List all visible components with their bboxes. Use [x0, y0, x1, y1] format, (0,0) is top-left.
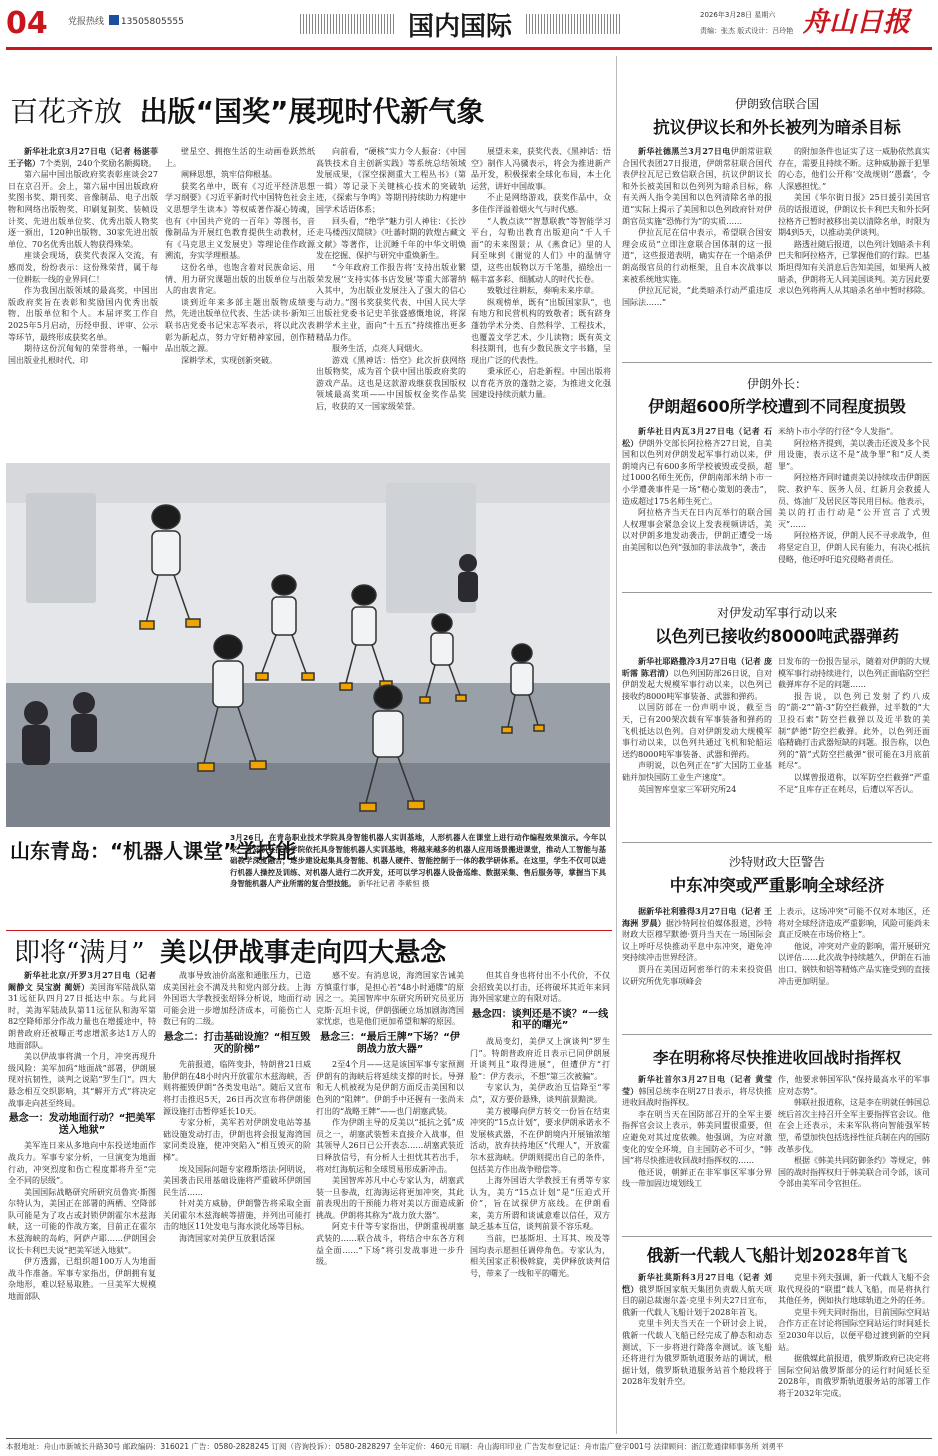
band-pattern-left — [300, 14, 394, 34]
side4-byline: 据新华社利雅得3月27日电（记者 王海洲 罗晨） — [622, 906, 772, 928]
war-s3-p0: 感不安。有消息说，海湾国家告诫美方慎重行事，是担心若“48小时通牒”的原因之一。美国智库中东研究所研究员亚历克斯·瓦坦卡说，伊朗强硬立场加剧海湾国家忧虑，也是他们更加希望和解的原因。 — [316, 971, 464, 1027]
war-s2-p3: 埃及国际问题专家穆斯塔法·阿明说，美国袭击民用基础设施将严重破坏伊朗国民生活…… — [163, 1164, 311, 1197]
award-byline: 新华社北京3月27日电（记者 杨湛菲 王子铭） — [8, 146, 158, 168]
war-s4-p4: 上海外国语大学教授王有勇等专家认为，美方“15点计划”是“压迫式开价”，旨在试探伊方底线。在伊朗看来，美方所谓和谈诚意难以信任，双方缺乏基本互信，谈判前景不容乐观。 — [470, 1176, 610, 1232]
side3-p3: 英国智库皇家三军研究所24 — [638, 784, 737, 794]
war-intro-0: 美国海军陆战队第31远征队四月27日抵达中东。与此同时，美海军陆战队第11远征队和海军第82空降师部分作战力量也在增援途中，特朗普政府还被曝正考虑增派多达1万人的地面部队。 — [8, 982, 156, 1050]
award-col-4 — [471, 146, 611, 446]
editor-credit: 责编：张杰 版式设计：吕玲艳 — [700, 27, 794, 35]
band-pattern-right — [526, 14, 620, 34]
war-s2-p4: 针对美方威胁，伊朗警告将采取全面关闭霍尔木兹海峡等措施，并列出可能打击的地区11处发电与海水淡化场等目标。 — [163, 1199, 311, 1232]
side6-byline: 新华社莫斯科3月27日电（记者 刘恺） — [622, 1272, 772, 1294]
war-title — [14, 932, 446, 969]
side4-p3: 他说，冲突对产业的影响，需开展研究以评估……此次战争持续越久，伊朗在石油出口、钢铁和铝等精炼产品实施受到的直接冲击更加明显。 — [778, 941, 930, 986]
side-rule-4 — [622, 1034, 932, 1035]
war-s3-title: 悬念三：“最后王牌”下场？“伊朗战力放大器” — [320, 1031, 460, 1055]
war-s2-p0: 战事导致油价高涨和通胀压力，已造成美国社会不满及共和党内部分歧。上海外国语大学教授张绍铎分析说，地面行动可能会进一步增加经济成本，可能伤亡人数已有的二级。 — [163, 971, 311, 1027]
side1-p0: 伊朗常驻联合国代表团27日报道，伊朗常驻联合国代表伊拉瓦尼已致信联合国，抗议伊朗议长和外长被美国和以色列列为暗杀目标，称有关两人指令美国和以色列清除名单的报道“实际上揭示了美国和以色列政府针对伊朗官员实施“恐怖行为”的实质…… — [622, 147, 772, 226]
award-p15: 游戏《黑神话：悟空》此次折获网络出版物奖，成为首个获中国出版政府奖的游戏产品。这也是这款游戏继获我国版权领域最高奖项——中国版权金奖作品奖后，收获的又一国家级荣誉。 — [316, 355, 466, 412]
award-col-3 — [316, 146, 466, 446]
war-s1-title: 悬念一：发动地面行动？“把美军送入地狱” — [8, 1113, 156, 1136]
masthead-rule — [6, 47, 932, 50]
footer-rule — [6, 1438, 932, 1439]
side-rule-3 — [622, 842, 932, 843]
side3-headline: 以色列已接收约8000吨武器弹药 — [655, 627, 899, 646]
award-p12: 回头看，“绝学”魅力引人神往：《长沙走马楼西汉简牍》《吐蕃时期的敦煌古藏文文献》等著作，让沉睡千年的中华文明焕发在挖掘、保护与研究中重焕新生。 — [316, 216, 466, 261]
award-p13: “今年政府工作报告将‘支持出版业繁荣发展’‘支持实体书店发展’等重大部署纳入其中，为出版业发展注入了强大的信心与动力。”图书奖获奖代表、中国人民大学出版社党委书记史羊张盛感慨地说，将深耕学术主业，面向“十五五”持续推出更多精品力作。 — [316, 262, 466, 342]
award-p16: 展望未来，获奖代表、《黑神话：悟空》制作人冯骥表示，将会为推进新产品开发，积极探索全球化布局，本土化运营，讲好中国故事。 — [471, 147, 611, 191]
side5-p0: 韩国总统李在明27日表示，将尽快推进收回战时指挥权。 — [622, 1086, 772, 1108]
award-title-kicker: 百花齐放 — [10, 95, 123, 128]
side2-col-1 — [622, 426, 772, 586]
side3-p5: 报告说，以色列已发射了约八成的“箭-2”“箭-3”防空拦截弹，过半数的“大卫投石索”防空拦截弹以及近半数的美制“萨德”防空拦截弹。此外，以色列还面临精确打击武器短缺的问题。报告称，以色列的“箭”式防空拦截弹“很可能在3月底前耗尽”。 — [778, 691, 930, 771]
side3-p6: 以媒曾报道称，以军防空拦截弹“严重不足”且库存正在耗尽，后遭以军否认。 — [778, 772, 930, 794]
war-s2-title: 悬念二：打击基础设施？“相互毁灭的阶梯” — [163, 1031, 311, 1055]
side2-col-2 — [778, 426, 930, 586]
side2-kicker: 伊朗外长： — [746, 377, 807, 391]
side1-p2: 伊拉瓦尼说，“此类暗杀行动严重违反国际法……” — [622, 286, 772, 307]
side3-col-1 — [622, 656, 772, 836]
award-p14: 服务生活，点亮人间烟火。 — [332, 344, 428, 354]
award-col-1 — [8, 146, 158, 446]
side4-headline: 中东冲突或严重影响全球经济 — [669, 876, 885, 895]
side1-col-2 — [778, 146, 930, 356]
war-s4-p3: 美方被曝向伊方转交一份旨在结束冲突的“15点计划”，要求伊朗承诺永不发展核武器，不在伊朗境内开展铀浓缩活动，放弃扶持地区“代理人”，开放霍尔木兹海峡。伊朗则提出自己的条件，包括美方作出战争赔偿等。 — [470, 1106, 610, 1174]
side4-col-2 — [778, 906, 930, 1030]
side6-p1: 克里卡列夫当天在一个研讨会上说，俄新一代载人飞船已经完成了静态和动态测试，下一步将进行降落伞测试。该飞船还将进行为俄罗斯轨道服务站的调试，根据计划，俄罗斯轨道服务站首个舱段将于2028年发射升空。 — [622, 1319, 772, 1387]
side5-p4: 韩联社报道称，这是李在明就任韩国总统后首次主持召开全军主要指挥官会议。他在会上还表示，未来军队将向智能强军转型，希望加快包括选择性征兵制在内的国防改革步伐。 — [778, 1098, 930, 1154]
war-title-kicker: 即将“满月” — [14, 938, 145, 968]
side6-col-1 — [622, 1272, 772, 1434]
side5-p3: 作，他要求韩国军队“保持最高水平的军事应对态势”。 — [778, 1075, 930, 1096]
side-rule-5 — [622, 1236, 932, 1237]
side6-p3: 克里卡列夫同时指出，目前国际空间站合作方正在讨论将国际空间站运行时间延长至2030年以后，以便平稳过渡到新的空间站。 — [778, 1307, 930, 1352]
party-hotline — [68, 14, 184, 27]
side2-p1: 阿拉格齐当天在日内瓦举行的联合国人权理事会紧急会议上发表视频讲话，美以对伊朗多地发动袭击，伊朗正遭受一场由美国和以色列“强加的非法战争”，袭击 — [622, 508, 772, 552]
side6-p0: 俄罗斯国家航天集团负责载人航天项目的副总裁谢尔盖·克里卡列夫27日宣布，俄新一代载人飞船计划于2028年首飞。 — [622, 1284, 772, 1317]
war-s1-p2: 伊方透露，已组织超100万人为地面战斗作准备。军事专家指出，伊朗拥有复杂地形，难以轻易取胜。一旦美军大规模地面部队 — [8, 1257, 156, 1302]
side1-col-1 — [622, 146, 772, 356]
award-p18: “人教点读”“智慧联教”等智能学习平台，勾勒出教育出版迎向“千人千面”的未来图景；从《燕食记》里的人间至味到《谢觉的人们》中的温情守望，这些出版物以万千笔墨，描绘出一幅丰富多彩、细腻动人的时代长卷。 — [471, 216, 611, 284]
side6-col-2 — [778, 1272, 930, 1434]
war-intro-1: 美以伊战事将满一个月，冲突再现升级风险：美军加码“地面战”部署，伊朗展现对抗韧性，谈判之说陷“罗生门”。四大悬念相互交织影响，其“解开方式”将决定战事走向甚至终局。 — [8, 1052, 156, 1108]
photo-credit: 新华社记者 李紫恒 摄 — [358, 879, 430, 889]
section-title: 国内国际 — [407, 11, 512, 42]
award-p4: 期待这份沉甸甸的荣誉将单，一幅中国出版业扎根时代、印 — [8, 344, 158, 365]
side1-headline: 抗议伊议长和外长被列为暗杀目标 — [653, 118, 901, 137]
side4-col-1 — [622, 906, 772, 1030]
war-s2-p5: 海湾国家对美伊互放狠话深 — [179, 1234, 275, 1244]
side6-headline: 俄新一代载人飞船计划2028年首飞 — [646, 1246, 908, 1265]
award-p0: 7个类别，240个奖励名额揭晓。 — [40, 158, 157, 168]
award-p11: 向前看，“硬核”实力令人振奋：《中国高铁技术自主创新实践》等系统总结领域发展成果，《深空探测重大工程丛书》（第一辑）等记录下关键核心技术的突破轨迹，《探索与争鸣》等期刊持续助力构建中国学术话语体系； — [316, 147, 466, 214]
war-s4-p2: 专家认为，美伊政治互信降至“零点”，双方要价悬殊，谈判前景黯淡。 — [470, 1083, 610, 1104]
award-p7: 获奖名单中，既有《习近平经济思想学习纲要》《习近平新时代中国特色社会主义思想学生读本》等权威著作凝心铸魂，也有《中国共产党的一百年》等图书，音像制品为开展红色教育提供生动教材，还有《马克思主义发展史》等理论佳作政源溯流，夯实学理根基。 — [165, 181, 315, 261]
war-s1-p0: 美军连日来从多地向中东投送地面作战兵力。军事专家分析，一旦演变为地面行动，冲突烈度和伤亡程度都将升至“完全不同的层级”。 — [8, 1141, 156, 1186]
section-band — [300, 4, 620, 44]
side1-byline: 新华社德黑兰3月27日电 — [638, 146, 731, 156]
war-byline: 新华社北京/开罗3月27日电（记者 阚静文 吴宝澍 蔺妍） — [8, 970, 156, 992]
war-s3-p4: 阿克卡什等专家指出，伊朗重视胡塞武装的……联合战斗，将结合中东各方利益全面……“下场”将引发战事进一步升级。 — [316, 1222, 464, 1267]
hotline-number: 13505805555 — [120, 17, 184, 27]
page-number: 04 — [6, 6, 48, 41]
side2-byline: 新华社日内瓦3月27日电（记者 石松） — [622, 426, 772, 448]
award-title-main: 出版“国奖”展现时代新气象 — [139, 95, 485, 128]
side5-col-1 — [622, 1074, 772, 1232]
side5-p5: 根据《韩美共同防御条约》等规定，韩国的战时指挥权归于韩美联合司令部，该司令部由美军司令官担任。 — [778, 1156, 930, 1189]
award-p3: 作为我国出版领域的最高奖，中国出版政府奖旨在表彰和奖励国内优秀出版物、出版单位和个人。本届评奖工作自2025年5月启动，历经申报、评审、公示等环节，最终形成获奖名单。 — [8, 286, 158, 342]
side6-p4: 据俄媒此前报道，俄罗斯政府已决定将国际空间站俄罗斯部分的运行时间延长至2028年，而俄罗斯轨道服务站的部署工作将于2032年完成。 — [778, 1354, 930, 1398]
side3-p4: 日发布的一份报告显示，随着对伊朗的大规模军事行动持续进行，以色列正面临防空拦截弹库存不足的问题…… — [778, 657, 930, 690]
side3-p1: 以国防部在一份声明中说，截至当天，已有200架次载有军事装备和弹药的飞机抵达以色列。自对伊朗发动大规模军事行动以来，以色列共通过飞机和轮船运送约8000吨军事装备、武器和弹药。 — [622, 703, 772, 759]
award-p21: 秉承匠心，启赴新程。中国出版将以育花齐放的蓬勃之姿，为推进文化强国建设持续贡献力量。 — [471, 367, 611, 400]
war-s4-title: 悬念四：谈判还是不谈？“一线和平的曙光” — [471, 1008, 609, 1032]
award-p1: 第六届中国出版政府奖表彰座谈会27日在京召开。会上，第六届中国出版政府奖图书奖、期刊奖、音像制品、电子出版物和网络出版物奖、印刷复制奖、装帧设计奖、先进出版单位奖、优秀出版人物奖逐一颁出，120种出版物、30家先进出版单位、70名优秀出版人物获得殊荣。 — [8, 170, 158, 249]
war-s4-p0: 但其自身也将付出不小代价，不仅会招致美以打击，还将破坏其近年来同海外国家建立的有限对话。 — [470, 971, 610, 1004]
war-s3-p1: 2至4个月——这是该国军事专家预测伊朗有的海峡后将延续支撑的时长。导弹和无人机被视为是伊朗方面反击美国和以色列的“阻牌”。伊朗手中还握有一张尚未打出的“战略王牌”——也门胡塞武装。 — [316, 1060, 464, 1116]
side2-p4: 阿拉格齐同时谴责美以持续攻击伊朗医院、救护车、医务人员、红新月会救援人员、炼油厂及居民区等民用目标。他表示，美以的打击行动是“公开宣言了式毁灭”…… — [778, 473, 930, 529]
photo-bottom-rule — [6, 930, 612, 931]
side2-p5: 阿拉格齐说，伊朗人民不寻求战争，但将坚定自卫，伊朗人民有能力，有决心抵抗侵略，他还呼吁追究侵略者责任。 — [778, 531, 930, 564]
hotline-label: 党报热线 — [68, 17, 105, 27]
side1-p4: 美国《华尔街日报》25日援引美国官员的话报道说，伊朗议长卡利巴夫和外长阿拉格齐已暂时被移出美以清除名单，时限为期4到5天，以推动美伊谈判。 — [778, 193, 930, 238]
war-s4-p1: 战局变幻，美伊又上演谈判“罗生门”。特朗普政府近日表示已同伊朗展开谈判且“取得进展”，但遭伊方“打脸”：伊方表示，不想“第三次被骗”。 — [470, 1036, 610, 1081]
award-p5: 壁星空、拥抱生活的生动画卷跃然纸上。 — [165, 147, 315, 168]
side3-col-2 — [778, 656, 930, 836]
side-rule-2 — [622, 592, 932, 593]
award-p6: 阐释思想，筑牢信仰根基。 — [181, 170, 277, 180]
war-s1-p1: 美国国际战略研究所研究员鲁宾·斯图尔特认为，美国正在部署的两栖、空降部队可能是为了攻占或封锁伊朗霍尔木兹海峡，这一可能的作战方案，目前正在霍尔木兹海峡的岛屿，阿萨卢耶……伊朗国会议长卡利巴夫说“把美军送入地狱”。 — [8, 1187, 156, 1255]
award-p8: 这份名单，也饱含着对民族命运、用情、用力研究课题出版的出版单位与出版人的由衷肯定。 — [165, 262, 315, 296]
side2-p2: 米纳卜市小学的行径“令人发指”。 — [778, 427, 899, 436]
side4-p2: 上表示，这场冲突“可能不仅对本地区，还将对全球经济造成严重影响，风险可能尚未真正反映在市场价格上”。 — [778, 907, 930, 940]
side3-p2: 声明说，以色列正在“扩大国防工业基础并加快国防工业生产速度”。 — [622, 761, 772, 782]
side2-p0: 伊朗外交部长阿拉格齐27日说，自美国和以色列对伊朗发起军事行动以来，伊朗境内已有600多所学校被毁或受损，超过1000名师生死伤，伊朗南部米纳卜市一小学遭袭事件是一场“精心策划的袭击”，造成超过175名师生死亡。 — [622, 438, 772, 506]
side1-p1: 伊拉瓦尼在信中表示，希望联合国安理会成员“立即注意联合国体制的这一报道”，这些报道表明，确实存在一个暗杀伊朗高级官员的行动框架，且自本次战事以来被系统地实施。 — [622, 228, 772, 284]
side1-p5: 路透社随后报道，以色列计划暗杀卡利巴夫和阿拉格齐，已掌握他们的行踪。巴基斯坦得知有关消息后告知美国，如果两人被暗杀，伊朗将无人同美国谈判。美方因此要求以色列将两人从其暗杀名单中暂时移除。 — [778, 239, 930, 296]
side-rule-1 — [622, 362, 932, 363]
phone-icon — [109, 15, 119, 25]
war-col-4 — [470, 970, 610, 1434]
robot-classroom-photo — [6, 463, 610, 827]
side2-headline: 伊朗超600所学校遭到不同程度损毁 — [648, 397, 906, 416]
photo-caption-title: 山东青岛：“机器人课堂”学技能 — [10, 839, 297, 863]
side5-col-2 — [778, 1074, 930, 1232]
footer-info: 本报地址：舟山市新城长升路30号 邮政编码：316021 广告：0580-2828245 订阅（咨询投诉）：0580-2828297 全年定价：460元 印刷：舟山海印印业 广告发布登记证：舟市监广登字001号 法律顾问：浙江乾通律师事务所 刘勇平 — [6, 1442, 784, 1451]
side3-byline: 新华社耶路撒冷3月27日电（记者 庞昕霈 陈君清） — [622, 656, 772, 678]
issue-date: 2026年3月28日 星期六 — [700, 11, 776, 19]
side6-p2: 克里卡列夫强调，新一代载人飞船不会取代现役的“联盟”载人飞船，而是将执行其他任务，例如执行地球轨道之外的任务。 — [778, 1273, 930, 1306]
war-s2-p1: 先前报道，临阵变卦，特朗普21日威胁伊朗在48小时内开放霍尔木兹海峡，否则将摧毁伊朗“各类发电站”。随后又宣布将打击推迟5天，26日再次宣布将伊朗能源设施打击暂停延长10天。 — [163, 1060, 311, 1116]
robot-classroom-illustration — [6, 463, 610, 827]
side4-kicker: 沙特财政大臣警告 — [728, 855, 825, 869]
photo-caption — [230, 832, 606, 890]
award-p17: 不止是网络游戏，获奖作品中，众多佳作洋溢着烟火气与时代感。 — [471, 193, 611, 214]
war-s2-p2: 专家分析，美军若对伊朗发电站等基础设施发动打击，伊朗也将会报复海湾国家同类设施，使冲突陷入“相互毁灭的阶梯”。 — [163, 1118, 311, 1162]
side2-p3: 阿拉格齐提到，美以袭击还波及多个民用设施，表示这不是“战争罪”和“反人类罪”。 — [778, 438, 930, 471]
side5-headline: 李在明称将尽快推进收回战时指挥权 — [652, 1049, 901, 1067]
side3-p0: 以色列国防部26日说，自对伊朗发起大规模军事行动以来，以色列已接收约8000吨军事装备、武器和弹药。 — [622, 668, 772, 701]
award-p20: 纵观榜单，既有“出版国家队”，也有地方和民营机构的致敬者；既有跻身蓬勃学术分类、自然科学、工程技术，也覆盖文学艺术、少儿读物；既有英文科技期刊，也有少数民族文字书籍，呈现出广泛的代表性。 — [471, 297, 611, 365]
side1-kicker: 伊朗致信联合国 — [734, 97, 819, 111]
side5-byline: 新华社首尔3月27日电（记者 黄莹莹） — [622, 1074, 772, 1096]
award-p10: 深耕学术，实现创新突破。 — [181, 355, 277, 365]
war-col-1 — [8, 970, 156, 1434]
war-s3-p3: 美国智库苏凡中心专家认为，胡塞武装一旦参战，红海海运将更加冲突，其此前表现出的干预能力将对美以方面造成新挑战。伊朗将其称为“战力放大器”。 — [316, 1176, 464, 1220]
award-p19: 致敬过往耕耘，奏响未来序章。 — [487, 286, 599, 296]
newspaper-logo: 舟山日报 — [802, 7, 910, 38]
side5-p2: 他还说，朝鲜正在非军事区军事分界线一带加固边境划线工 — [622, 1167, 772, 1189]
award-p9: 谈到近年来多部主题出版物成绩斐然，先进出版单位代表、生活·读书·新知三联书店党委书记宋志军表示，将以此次表彰为新起点，努力守好精神家园，创作精品出版之源。 — [165, 297, 315, 354]
side5-p1: 李在明当天在国防部召开的全军主要指挥官会议上表示，韩美同盟很重要，但应避免对其过度依赖。他强调，为应对激变化的安全环境，自主国防必不可少，“韩国”将尽快推进收回战时指挥权的…… — [622, 1109, 772, 1166]
war-col-2 — [163, 970, 311, 1434]
award-title — [10, 90, 484, 130]
side1-p3: 的附加条件也证实了这一威胁依然真实存在，需要且持续不断。这种威胁源于犯罪的心态，他们公开称‘交战规则’‘愚蠢’，令人深感担忧。” — [778, 147, 930, 191]
photo-caption-text: 3月26日，在青岛职业技术学院具身智能机器人实训基地，人形机器人在课堂上进行动作编程效果演示。今年以来，青岛职业技术学院依托具身智能机器人实训基地，将越来越多的机器人应用场景搬进课堂，推动人工智能与基础教学深度融合，逐步建设起集具身智能、机器人硬件、智能控制于一体的教学研体系。在这里，学生不仅可以进行机器人操控及训练、对机器人进行二次开发，还可以学习机器人设备巡维、数据采集、售后服务等，掌握当下具身智能机器人产业所需的复合型技能。 — [230, 833, 606, 889]
war-title-main: 美以伊战事走向四大悬念 — [160, 938, 447, 968]
war-s3-p2: 作为伊朗主导的反美以“抵抗之弧”成员之一，胡塞武装暂未直接介入战事，但其领导人26日已公开表态……胡塞武装近日释放信号，有分析人士担忧其若出手，将对红海航运和全球贸易形成新冲击。 — [316, 1118, 464, 1174]
side4-p1: 贾丹在美国迈阿密举行的未来投资倡议研究所优先事项峰会 — [622, 964, 772, 986]
award-p2: 座谈会现场，获奖代表深入交流，有感而发，纷纷表示：这份殊荣背，属于每一位耕耘一线的业界同仁！ — [8, 251, 158, 284]
side4-p0: 据沙特阿拉伯媒体报道，沙特财政大臣穆罕默德·贾丹当天在一场国际会议上呼吁尽快推动平息中东冲突，避免冲突持续冲击世界经济。 — [622, 918, 772, 963]
side3-kicker: 对伊发动军事行动以来 — [716, 606, 837, 620]
column-divider — [616, 56, 617, 1434]
war-s4-p5: 当前，巴基斯坦、土耳其、埃及等国均表示愿担任调停角色。专家认为，相关国家正积极斡旋，美伊释放谈判信号，带来了一线和平的曙光。 — [470, 1234, 610, 1278]
war-col-3 — [316, 970, 464, 1434]
award-col-2 — [165, 146, 315, 446]
